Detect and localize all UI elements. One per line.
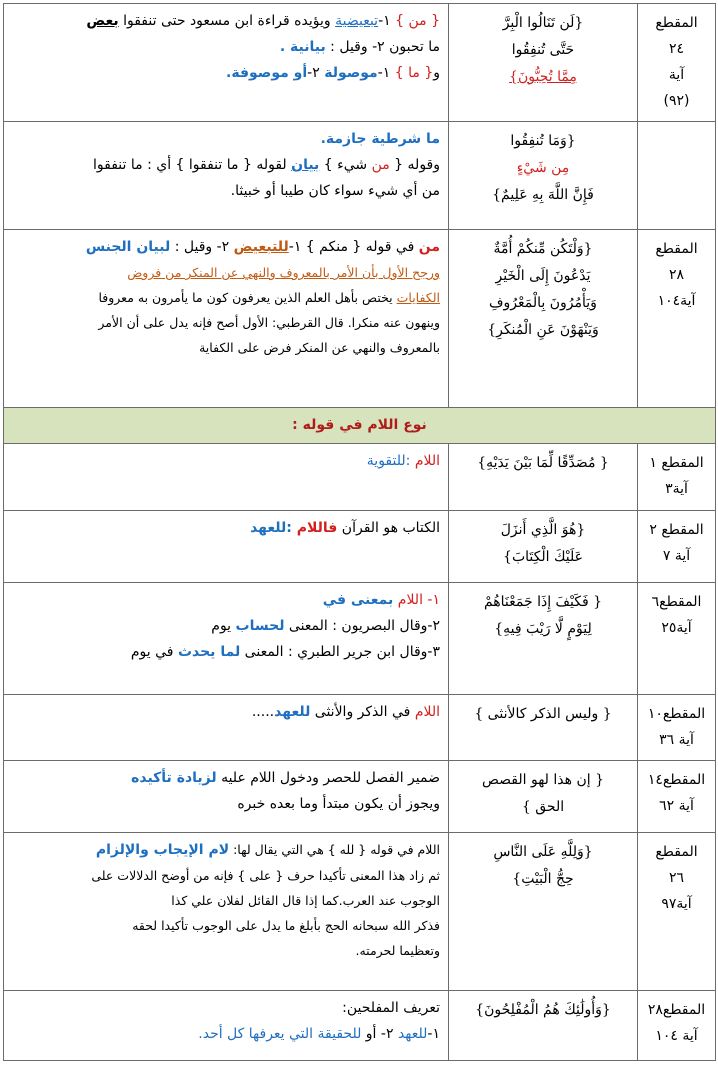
text: ٣-وقال ابن جرير الطبري : المعنى <box>240 644 440 660</box>
commentary-line: وتعظيما لحرمته. <box>355 943 440 958</box>
verse-line: {وَأُولَٰئِكَ هُمُ الْمُفْلِحُونَ} <box>475 1002 611 1018</box>
term: من <box>418 239 440 255</box>
text: ٢-وقال البصريون : المعنى <box>284 618 440 634</box>
verse-cell <box>449 230 638 408</box>
section-heading: نوع اللام في قوله : <box>4 408 716 444</box>
ayah-label: آية <box>668 67 685 83</box>
segment-label: المقطع١٤ <box>647 772 706 788</box>
commentary-line: بالمعروف والنهي عن المنكر فرض على الكفاية <box>199 340 440 355</box>
term: بيانية . <box>279 39 326 55</box>
verse-line: لِيَوْمٍ لَّا رَيْبَ فِيهِ} <box>494 621 592 637</box>
term: لام الإيجاب والإلزام <box>95 842 230 858</box>
commentary-line: ويجوز أن يكون مبتدأ وما بعده خبره <box>237 796 440 812</box>
commentary-cell <box>4 991 449 1061</box>
table-row <box>4 511 716 583</box>
term: بيان <box>291 157 320 173</box>
verse-line: عَلَيْكَ الْكِتَابَ} <box>503 549 583 565</box>
text: ٢- أو <box>361 1026 398 1042</box>
segment-cell <box>638 991 716 1061</box>
segment-label: المقطع٦ <box>651 594 702 610</box>
commentary-cell <box>4 4 449 122</box>
term: لما يحدث <box>177 644 241 660</box>
verse-cell <box>449 695 638 761</box>
term: اللام <box>414 453 440 469</box>
verse-line: {هُوَ الَّذِي أَنزَلَ <box>500 522 586 538</box>
verse-line: {وَلْتَكُن مِّنكُمْ أُمَّةٌ <box>493 241 593 257</box>
term: للعهد <box>274 704 311 720</box>
term: لزيادة تأكيده <box>131 770 217 786</box>
commentary-line: ثم زاد هذا المعنى تأكيدا حرف { على } فإنه من أوضح الدلالات على <box>91 868 440 883</box>
text: الكتاب هو القرآن <box>337 520 440 536</box>
commentary-line: من أي شيء سواء كان طيبا أو خبيثا. <box>230 183 440 199</box>
text: يوم <box>211 618 236 634</box>
term: فاللام <box>296 520 338 536</box>
commentary-line: الوجوب عند العرب.كما إذا قال القائل لفلان علي كذا <box>171 893 440 908</box>
term: للحقيقة التي يعرفها كل أحد. <box>198 1026 362 1042</box>
segment-cell <box>638 122 716 230</box>
text: في الذكر والأنثى <box>310 704 415 720</box>
table-row <box>4 444 716 511</box>
term: :للتقوية <box>366 453 415 469</box>
segment-cell <box>638 833 716 991</box>
term: بعض <box>86 13 119 29</box>
commentary-line: فذكر الله سبحانه الحج بأبلغ ما يدل على الوجوب تأكيدا لحقه <box>132 918 440 933</box>
commentary-line: ما شرطية جازمة. <box>320 131 440 147</box>
segment-cell <box>638 695 716 761</box>
commentary-cell <box>4 583 449 695</box>
table-row <box>4 583 716 695</box>
verse-cell <box>449 511 638 583</box>
verse-line: { فَكَيْفَ إِذَا جَمَعْنَاهُمْ <box>483 594 603 610</box>
commentary-line <box>12 234 440 260</box>
commentary-line <box>12 1021 440 1047</box>
segment-label: المقطع <box>655 15 698 31</box>
term: { من } <box>390 13 440 29</box>
segment-label: المقطع ٢ <box>649 522 704 538</box>
text: ٢- وقيل : <box>170 239 234 255</box>
ayah-label: آية١٠٤ <box>657 293 696 309</box>
term: لبيان الجنس <box>85 239 171 255</box>
commentary-line: وينهون عنه منكرا. قال القرطبي: الأول أصح فإنه يدل على أن الأمر <box>98 315 440 330</box>
table-row <box>4 230 716 408</box>
commentary-line <box>12 8 440 34</box>
verse-line: حِجُّ الْبَيْتِ} <box>512 871 574 887</box>
term: بمعنى في <box>322 592 394 608</box>
verse-cell <box>449 444 638 511</box>
term: موصولة <box>324 65 378 81</box>
text: في يوم <box>130 644 178 660</box>
verse-line-highlight: مِن شَيْءٍ <box>516 160 570 176</box>
verse-line: {لَن تَنَالُوا الْبِرَّ <box>502 15 584 31</box>
table-row <box>4 4 716 122</box>
verse-cell <box>449 833 638 991</box>
segment-label: المقطع <box>655 241 698 257</box>
ayah-label: آية٢٥ <box>661 620 692 636</box>
verse-line: الحق } <box>521 799 565 815</box>
segment-cell <box>638 4 716 122</box>
term: الكفايات <box>396 290 440 305</box>
table-row <box>4 122 716 230</box>
text: و <box>433 65 440 81</box>
segment-cell <box>638 230 716 408</box>
text: ١- <box>378 13 391 29</box>
commentary-line <box>12 613 440 639</box>
commentary-cell <box>4 695 449 761</box>
ayah-label: آية٩٧ <box>661 896 692 912</box>
commentary-line <box>12 765 440 791</box>
text: ٢- <box>307 65 325 81</box>
text: يختص بأهل العلم الذين يعرفون كون ما يأمرون به معروفا <box>98 290 397 305</box>
term: اللام <box>414 704 440 720</box>
ayah-number: (٩٢) <box>663 93 690 109</box>
verse-line: وَيَأْمُرُونَ بِالْمَعْرُوفِ <box>489 295 597 311</box>
table-row <box>4 695 716 761</box>
segment-number: ٢٨ <box>668 267 685 283</box>
segment-label: المقطع٢٨ <box>647 1002 706 1018</box>
verse-cell <box>449 4 638 122</box>
commentary-line <box>12 587 440 613</box>
text: ١- <box>427 1026 440 1042</box>
commentary-line <box>12 60 440 86</box>
text: ويؤيده قراءة ابن مسعود حتى تنفقوا <box>118 13 336 29</box>
verse-line: {وَمَا تُنفِقُوا <box>510 133 576 149</box>
commentary-line: ورجح الأول بأن الأمر بالمعروف والنهي عن المنكر من فروض <box>127 265 440 280</box>
verse-line: { وليس الذكر كالأنثى } <box>474 706 612 722</box>
commentary-line <box>12 639 440 665</box>
text: ضمير الفصل للحصر ودخول اللام عليه <box>216 770 440 786</box>
segment-label: المقطع١٠ <box>647 706 706 722</box>
commentary-line <box>12 285 440 310</box>
segment-cell <box>638 583 716 695</box>
segment-label: المقطع <box>655 844 698 860</box>
term: أو موصوفة. <box>226 65 308 81</box>
term: { ما } <box>394 65 434 81</box>
term: للعهد <box>397 1026 428 1042</box>
table-row <box>4 833 716 991</box>
table-row <box>4 408 716 444</box>
term: تبعيضية <box>335 13 379 29</box>
commentary-cell <box>4 761 449 833</box>
text: اللام في قوله { لله } هي التي يقال لها: <box>229 842 440 857</box>
segment-label: المقطع ١ <box>649 455 704 471</box>
ayah-label: آية ١٠٤ <box>655 1028 698 1044</box>
term: من <box>371 157 390 173</box>
verse-cell <box>449 991 638 1061</box>
segment-cell <box>638 444 716 511</box>
verse-cell <box>449 583 638 695</box>
commentary-line <box>12 837 440 863</box>
verse-line: { مُصَدِّقًا لِّمَا بَيْنَ يَدَيْهِ} <box>477 455 609 471</box>
text: ما تحبون ٢- وقيل : <box>325 39 440 55</box>
text: ١- <box>377 65 395 81</box>
commentary-cell <box>4 444 449 511</box>
table-row <box>4 761 716 833</box>
verse-line: { إن هذا لهو القصص <box>482 772 604 788</box>
ayah-label: آية٣ <box>665 481 688 497</box>
tafsir-table <box>3 3 716 1061</box>
term: :للعهد <box>250 520 297 536</box>
text: لقوله { ما تنفقوا } أي : ما تنفقوا <box>93 157 292 173</box>
commentary-cell <box>4 511 449 583</box>
commentary-cell <box>4 833 449 991</box>
commentary-line: تعريف المفلحين: <box>342 1000 440 1016</box>
verse-line-highlight: مِمَّا تُحِبُّونَ} <box>509 69 577 85</box>
segment-number: ٢٦ <box>668 870 685 886</box>
ayah-label: آية ٦٢ <box>659 798 694 814</box>
text: ١- اللام <box>393 592 440 608</box>
verse-line: يَدْعُونَ إِلَى الْخَيْرِ <box>495 268 591 284</box>
text: وقوله { <box>389 157 440 173</box>
segment-cell <box>638 761 716 833</box>
text: شيء } <box>319 157 372 173</box>
verse-line: وَيَنْهَوْنَ عَنِ الْمُنكَرِ} <box>487 322 599 338</box>
commentary-cell <box>4 230 449 408</box>
table-row <box>4 991 716 1061</box>
text: ..... <box>251 704 275 720</box>
segment-number: ٢٤ <box>668 41 685 57</box>
commentary-cell <box>4 122 449 230</box>
ayah-label: آية ٧ <box>662 548 691 564</box>
verse-line: حَتَّى تُنفِقُوا <box>511 42 575 58</box>
verse-line: {وَلِلَّهِ عَلَى النَّاسِ <box>493 844 593 860</box>
segment-cell <box>638 511 716 583</box>
text: في قوله { منكم } ١- <box>288 239 419 255</box>
commentary-line <box>12 152 440 178</box>
term: لحساب <box>235 618 285 634</box>
ayah-label: آية ٣٦ <box>659 732 694 748</box>
verse-cell <box>449 122 638 230</box>
verse-line: فَإِنَّ اللَّهَ بِهِ عَلِيمٌ} <box>492 187 594 203</box>
term: للتبعيض <box>233 239 289 255</box>
verse-cell <box>449 761 638 833</box>
commentary-line <box>12 34 440 60</box>
